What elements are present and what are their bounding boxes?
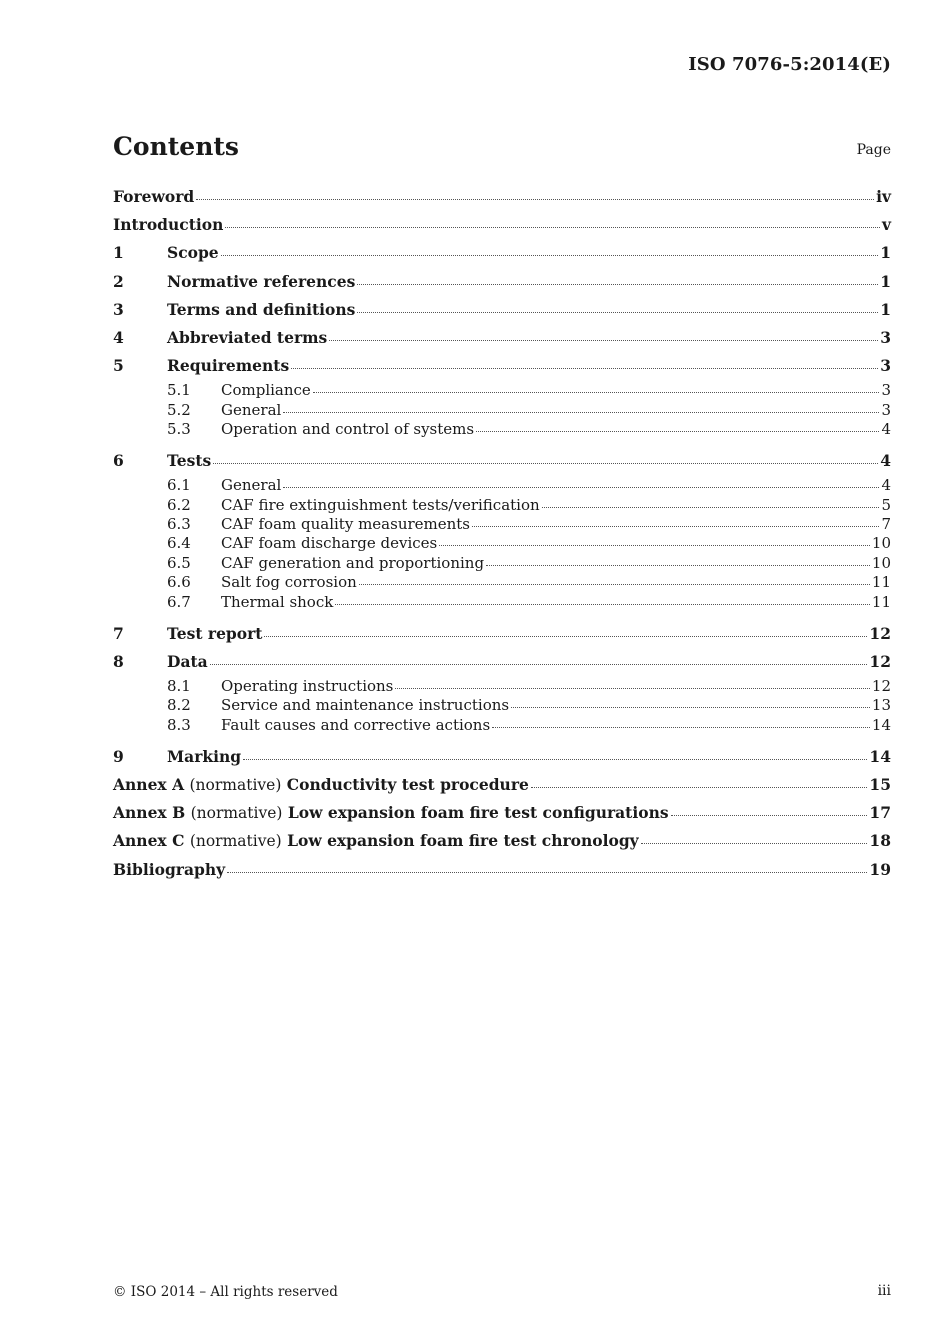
- toc-entry-page: iv: [876, 187, 891, 206]
- toc-subentry-page: 4: [881, 420, 891, 439]
- toc-entry-page: 1: [880, 271, 891, 291]
- toc-subentry-title: General: [221, 400, 282, 419]
- toc-subentry-number: 5.3: [167, 420, 191, 439]
- toc-subentry-number: 6.4: [167, 534, 191, 553]
- annex-label: Annex C: [113, 831, 185, 851]
- toc-subentry[interactable]: [113, 401, 891, 420]
- toc-entry-title: Normative references: [167, 271, 356, 291]
- dot-leader: [227, 871, 867, 873]
- toc-subentry-title: Compliance: [221, 381, 311, 400]
- dot-leader: [221, 254, 879, 256]
- toc-subentry[interactable]: [113, 381, 891, 400]
- dot-leader: [210, 663, 868, 665]
- toc-entry-title: Data: [167, 651, 208, 671]
- toc-subentry-page: 3: [881, 400, 891, 419]
- toc-entry[interactable]: [113, 744, 891, 772]
- toc-entry-page: 3: [880, 356, 891, 376]
- dot-leader: [283, 486, 879, 488]
- dot-leader: [511, 706, 870, 708]
- annex-heading: [113, 800, 669, 826]
- dot-leader: [641, 842, 868, 844]
- toc-annex-entry[interactable]: [113, 828, 891, 856]
- toc-subentry[interactable]: [113, 573, 891, 592]
- toc-subentry[interactable]: [113, 593, 891, 621]
- toc-entry[interactable]: [113, 325, 891, 353]
- dot-leader: [395, 687, 870, 689]
- bibliography-page: 19: [869, 859, 891, 879]
- dot-leader: [313, 391, 880, 393]
- toc-entry-page: 1: [880, 243, 891, 263]
- toc-subentry-page: 11: [871, 573, 891, 592]
- toc-entry-page: 1: [880, 299, 891, 319]
- toc-subentry-number: 6.5: [167, 553, 191, 572]
- toc-entry-title: Test report: [167, 623, 263, 643]
- toc-subentry-title: Salt fog corrosion: [221, 573, 357, 592]
- toc-subentry[interactable]: [113, 515, 891, 534]
- toc-subentry-page: 3: [881, 381, 891, 400]
- annex-label: Annex A: [113, 774, 185, 794]
- toc-entry-title: Foreword: [113, 187, 195, 206]
- dot-leader: [492, 726, 870, 728]
- toc-subentry-page: 13: [871, 696, 891, 715]
- annex-heading: [113, 772, 529, 798]
- annex-type: (normative): [189, 775, 282, 794]
- dot-leader: [283, 411, 879, 413]
- toc-entry-number: 1: [113, 243, 124, 263]
- toc-entry[interactable]: [113, 269, 891, 297]
- toc-subentry-page: 11: [871, 592, 891, 611]
- toc-subentry-title: CAF generation and proportioning: [221, 553, 485, 572]
- bibliography-title: Bibliography: [113, 859, 226, 879]
- toc-subentry-number: 6.2: [167, 495, 191, 514]
- toc-subentry-number: 6.1: [167, 476, 191, 495]
- toc-subentry[interactable]: [113, 696, 891, 715]
- toc-subentry-number: 8.2: [167, 696, 191, 715]
- toc-subentry-title: CAF foam discharge devices: [221, 534, 438, 553]
- toc-entry-number: 8: [113, 651, 124, 671]
- dot-leader: [531, 786, 868, 788]
- toc-entry-page: v: [881, 215, 891, 235]
- toc-subentry-page: 10: [871, 553, 891, 572]
- dot-leader: [291, 367, 878, 369]
- toc-entry[interactable]: [113, 649, 891, 677]
- toc-subentry-number: 8.3: [167, 715, 191, 734]
- toc-subentry-number: 5.1: [167, 381, 191, 400]
- toc-subentry[interactable]: [113, 534, 891, 553]
- toc-entry-number: 5: [113, 356, 124, 376]
- toc-entry[interactable]: [113, 448, 891, 476]
- dot-leader: [225, 226, 880, 228]
- toc-entry[interactable]: [113, 297, 891, 325]
- dot-leader: [542, 506, 880, 508]
- toc-subentry-page: 4: [881, 476, 891, 495]
- toc-entry-page: 12: [869, 651, 891, 671]
- annex-page: 18: [869, 831, 891, 851]
- toc-entry-number: 7: [113, 623, 124, 643]
- dot-leader: [196, 198, 874, 200]
- toc-subentry-title: Fault causes and corrective actions: [221, 715, 491, 734]
- toc-subentry-number: 5.2: [167, 400, 191, 419]
- toc-entry-title: Scope: [167, 243, 219, 263]
- toc-entry[interactable]: [113, 621, 891, 649]
- dot-leader: [335, 603, 870, 605]
- toc-subentry[interactable]: [113, 716, 891, 744]
- page-number: iii: [877, 1283, 891, 1299]
- toc-entry-title: Requirements: [167, 356, 290, 376]
- toc-subentry-title: General: [221, 476, 282, 495]
- toc-annex-entry[interactable]: [113, 800, 891, 828]
- annex-label: Annex B: [113, 803, 186, 823]
- dot-leader: [329, 339, 878, 341]
- toc-entry-title: Introduction: [113, 215, 224, 235]
- toc-entry-number: 3: [113, 299, 124, 319]
- dot-leader: [486, 564, 870, 566]
- toc-entry[interactable]: [113, 212, 891, 240]
- dot-leader: [213, 462, 878, 464]
- toc-entry-title: Tests: [167, 451, 212, 471]
- toc-subentry[interactable]: [113, 420, 891, 448]
- toc-entry-number: 4: [113, 327, 124, 347]
- annex-title: Low expansion foam fire test chronology: [287, 831, 639, 851]
- toc-subentry-page: 14: [871, 715, 891, 734]
- toc-subentry-number: 6.6: [167, 573, 191, 592]
- copyright-notice: © ISO 2014 – All rights reserved: [113, 1284, 338, 1300]
- toc-entry-title: Terms and definitions: [167, 299, 356, 319]
- annex-page: 15: [869, 774, 891, 794]
- toc-subentry-page: 7: [881, 515, 891, 534]
- toc-subentry-title: Operating instructions: [221, 677, 394, 695]
- toc-subentry-title: Operation and control of systems: [221, 420, 475, 439]
- annex-type: (normative): [189, 832, 282, 851]
- toc-entry-page: 4: [880, 451, 891, 471]
- toc-entry-number: 2: [113, 271, 124, 291]
- dot-leader: [359, 583, 870, 585]
- toc-subentry[interactable]: [113, 677, 891, 696]
- toc-entry[interactable]: [113, 184, 891, 212]
- toc-subentry-title: Thermal shock: [221, 592, 334, 611]
- toc-entry-number: 9: [113, 746, 124, 766]
- toc-subentry-page: 12: [871, 677, 891, 695]
- annex-type: (normative): [190, 804, 283, 823]
- toc-entry-number: 6: [113, 451, 124, 471]
- toc-subentry-page: 10: [871, 534, 891, 553]
- annex-heading: [113, 828, 639, 854]
- toc-subentry-page: 5: [881, 495, 891, 514]
- document-id: ISO 7076-5:2014(E): [688, 54, 891, 75]
- toc-subentry-number: 8.1: [167, 677, 191, 695]
- toc-subentry-title: CAF fire extinguishment tests/verification: [221, 495, 540, 514]
- dot-leader: [264, 635, 867, 637]
- page-column-label: Page: [856, 142, 891, 158]
- annex-page: 17: [869, 803, 891, 823]
- dot-leader: [472, 525, 879, 527]
- dot-leader: [671, 814, 868, 816]
- page-title: Contents: [113, 132, 240, 161]
- toc-entry[interactable]: [113, 353, 891, 381]
- toc-subentry-number: 6.7: [167, 592, 191, 611]
- toc-bibliography-entry[interactable]: [113, 857, 891, 885]
- annex-title: Low expansion foam fire test configurations: [287, 803, 669, 823]
- table-of-contents: [113, 184, 891, 885]
- toc-annex-entry[interactable]: [113, 772, 891, 800]
- dot-leader: [243, 758, 867, 760]
- toc-subentry-title: CAF foam quality measurements: [221, 515, 471, 534]
- toc-entry-page: 14: [869, 746, 891, 766]
- annex-title: Conductivity test procedure: [286, 774, 529, 794]
- toc-subentry-title: Service and maintenance instructions: [221, 696, 510, 715]
- toc-entry[interactable]: [113, 240, 891, 268]
- dot-leader: [439, 544, 870, 546]
- toc-subentry[interactable]: [113, 554, 891, 573]
- toc-entry-title: Marking: [167, 746, 242, 766]
- toc-subentry[interactable]: [113, 496, 891, 515]
- toc-entry-title: Abbreviated terms: [167, 327, 328, 347]
- toc-subentry-number: 6.3: [167, 515, 191, 534]
- toc-subentry[interactable]: [113, 476, 891, 495]
- toc-entry-page: 12: [869, 623, 891, 643]
- dot-leader: [476, 430, 879, 432]
- dot-leader: [357, 283, 878, 285]
- dot-leader: [357, 311, 878, 313]
- toc-entry-page: 3: [880, 327, 891, 347]
